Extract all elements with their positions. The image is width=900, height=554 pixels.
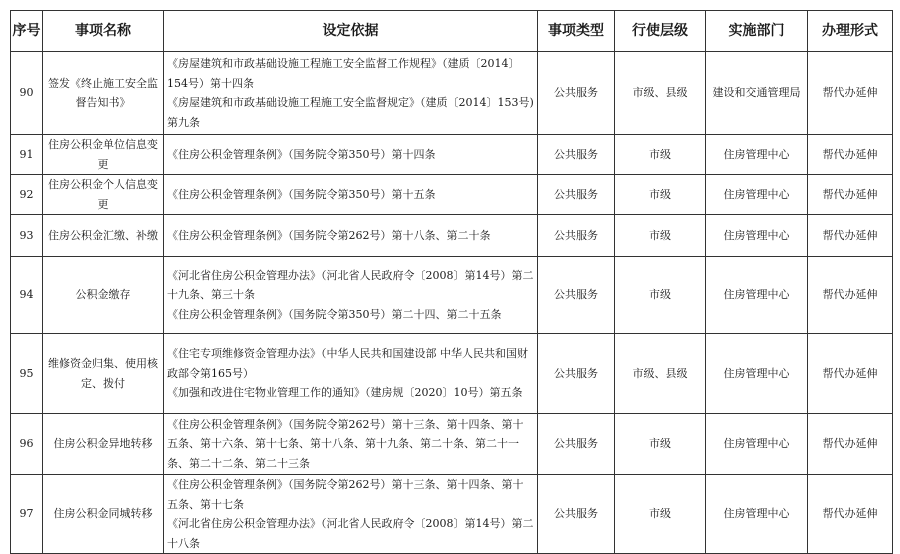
row-type: 公共服务 (538, 257, 615, 334)
row-no: 91 (11, 135, 43, 175)
row-level: 市级、县级 (615, 334, 706, 414)
header-level: 行使层级 (615, 11, 706, 52)
row-name: 住房公积金汇缴、补缴 (43, 215, 164, 257)
row-type: 公共服务 (538, 215, 615, 257)
row-form: 帮代办延伸 (808, 135, 893, 175)
basis-line: 《河北省住房公积金管理办法》（河北省人民政府令〔2008〕第14号）第二十八条 (167, 517, 534, 550)
table-row (11, 257, 893, 334)
row-basis (164, 257, 538, 334)
basis-line: 《住房公积金管理条例》（国务院令第350号）第二十四、第二十五条 (167, 307, 502, 321)
table-row (11, 135, 893, 175)
row-type: 公共服务 (538, 52, 615, 135)
matters-table (10, 10, 893, 554)
row-form: 帮代办延伸 (808, 475, 893, 554)
header-type: 事项类型 (538, 11, 615, 52)
row-level: 市级 (615, 215, 706, 257)
table-row (11, 175, 893, 215)
row-no: 94 (11, 257, 43, 334)
row-no: 96 (11, 414, 43, 475)
row-name: 公积金缴存 (43, 257, 164, 334)
row-dept: 住房管理中心 (706, 215, 808, 257)
row-level: 市级 (615, 414, 706, 475)
row-name: 签发《终止施工安全监督告知书》 (43, 52, 164, 135)
row-type: 公共服务 (538, 175, 615, 215)
header-name: 事项名称 (43, 11, 164, 52)
row-basis (164, 135, 538, 175)
header-dept: 实施部门 (706, 11, 808, 52)
basis-line: 《住宅专项维修资金管理办法》（中华人民共和国建设部 中华人民共和国财政部令第165号） (167, 347, 528, 380)
row-basis (164, 475, 538, 554)
row-type: 公共服务 (538, 334, 615, 414)
table-row (11, 334, 893, 414)
row-type: 公共服务 (538, 475, 615, 554)
row-level: 市级 (615, 475, 706, 554)
basis-line: 《房屋建筑和市政基础设施工程施工安全监督工作规程》（建质〔2014〕154号）第十四条 (167, 57, 520, 90)
row-name: 住房公积金异地转移 (43, 414, 164, 475)
table-row (11, 414, 893, 475)
row-no: 97 (11, 475, 43, 554)
row-basis (164, 334, 538, 414)
header-row (11, 11, 893, 52)
row-name: 住房公积金个人信息变更 (43, 175, 164, 215)
basis-line: 《加强和改进住宅物业管理工作的通知》（建房规〔2020〕10号）第五条 (167, 386, 523, 400)
row-basis (164, 215, 538, 257)
basis-line: 《房屋建筑和市政基础设施工程施工安全监督规定》（建质〔2014〕153号)第九条 (167, 96, 534, 129)
row-form: 帮代办延伸 (808, 52, 893, 135)
row-level: 市级 (615, 175, 706, 215)
table-row (11, 475, 893, 554)
row-dept: 建设和交通管理局 (706, 52, 808, 135)
row-level: 市级 (615, 257, 706, 334)
row-form: 帮代办延伸 (808, 334, 893, 414)
table-body (11, 52, 893, 554)
row-no: 95 (11, 334, 43, 414)
row-level: 市级 (615, 135, 706, 175)
header-no: 序号 (11, 11, 43, 52)
row-dept: 住房管理中心 (706, 135, 808, 175)
row-level: 市级、县级 (615, 52, 706, 135)
row-dept: 住房管理中心 (706, 475, 808, 554)
row-form: 帮代办延伸 (808, 414, 893, 475)
row-no: 93 (11, 215, 43, 257)
row-form: 帮代办延伸 (808, 257, 893, 334)
row-form: 帮代办延伸 (808, 175, 893, 215)
basis-line: 《住房公积金管理条例》（国务院令第262号）第十八条、第二十条 (167, 228, 491, 242)
row-basis (164, 414, 538, 475)
row-dept: 住房管理中心 (706, 257, 808, 334)
row-name: 维修资金归集、使用核定、拨付 (43, 334, 164, 414)
header-form: 办理形式 (808, 11, 893, 52)
basis-line: 《河北省住房公积金管理办法》（河北省人民政府令〔2008〕第14号）第二十九条、第三十条 (167, 268, 534, 302)
row-dept: 住房管理中心 (706, 414, 808, 475)
basis-line: 《住房公积金管理条例》（国务院令第262号）第十三条、第十四条、第十五条、第十六条、第十七条、第十八条、第十九条、第二十条、第二十一条、第二十二条、第二十三条 (167, 417, 524, 470)
row-basis (164, 175, 538, 215)
row-type: 公共服务 (538, 135, 615, 175)
row-form: 帮代办延伸 (808, 215, 893, 257)
table-row (11, 215, 893, 257)
row-basis (164, 52, 538, 135)
row-no: 90 (11, 52, 43, 135)
table-row (11, 52, 893, 135)
table-header (11, 11, 893, 52)
row-name: 住房公积金单位信息变更 (43, 135, 164, 175)
row-dept: 住房管理中心 (706, 334, 808, 414)
row-type: 公共服务 (538, 414, 615, 475)
basis-line: 《住房公积金管理条例》（国务院令第350号）第十四条 (167, 147, 436, 161)
row-dept: 住房管理中心 (706, 175, 808, 215)
basis-line: 《住房公积金管理条例》（国务院令第262号）第十三条、第十四条、第十五条、第十七条 (167, 478, 524, 511)
header-basis: 设定依据 (164, 11, 538, 52)
row-no: 92 (11, 175, 43, 215)
row-name: 住房公积金同城转移 (43, 475, 164, 554)
basis-line: 《住房公积金管理条例》（国务院令第350号）第十五条 (167, 187, 436, 201)
